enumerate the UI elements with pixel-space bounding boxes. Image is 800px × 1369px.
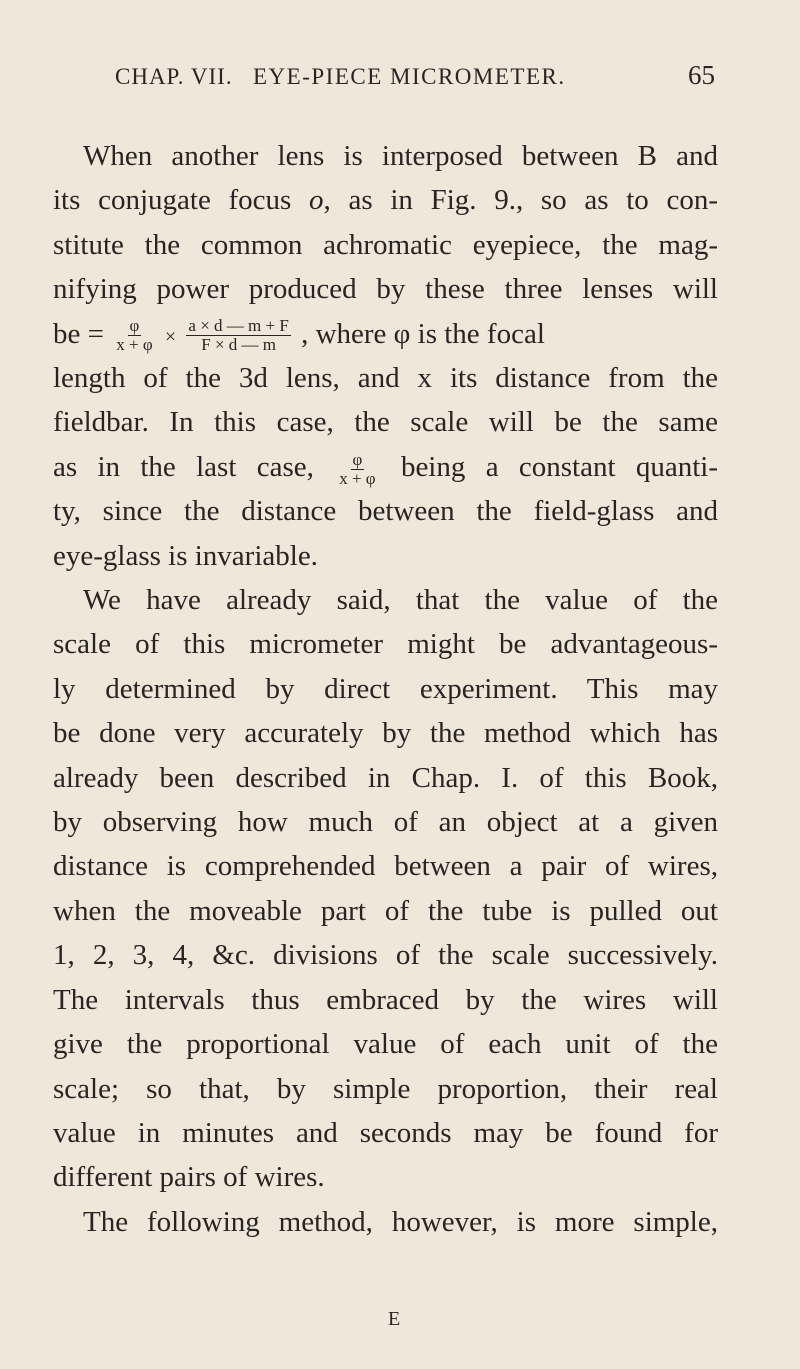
equation-line xyxy=(53,312,718,356)
chapter-label: CHAP. VII. xyxy=(115,64,233,89)
fraction-numerator: φ xyxy=(129,316,140,336)
text-span: its conjugate focus xyxy=(53,184,310,217)
text-line: The following method, however, is more simple, xyxy=(83,1205,718,1238)
text-line: by observing how much of an object at a given xyxy=(53,806,718,839)
text-line: scale of this micrometer might be advantageous- xyxy=(53,628,718,661)
signature-mark: E xyxy=(388,1308,401,1330)
text-line: 1, 2, 3, 4, &c. divisions of the scale successively. xyxy=(53,939,718,972)
eq-lhs: be = xyxy=(53,317,104,350)
text-span: as in the last case, xyxy=(53,450,314,483)
eq-trailing-text: , where φ is the focal xyxy=(301,317,545,350)
fraction-phi-over-x-plus-phi xyxy=(114,317,154,354)
text-span: being a constant quanti- xyxy=(400,450,718,483)
times-sign: × xyxy=(164,325,177,348)
text-line: be done very accurately by the method which has xyxy=(53,717,718,750)
text-line: distance is comprehended between a pair of wires, xyxy=(53,850,718,883)
text-line xyxy=(53,445,718,489)
text-line: when the moveable part of the tube is pulled out xyxy=(53,894,718,927)
text-line: eye-glass is invariable. xyxy=(53,539,318,572)
text-line: The intervals thus embraced by the wires will xyxy=(53,983,718,1016)
fraction-denominator: F × d — m xyxy=(201,335,276,355)
text-line: value in minutes and seconds may be found for xyxy=(53,1116,718,1149)
fraction-phi-over-x-plus-phi xyxy=(337,451,377,488)
running-title: EYE-PIECE MICROMETER. xyxy=(253,64,566,89)
text-line: nifying power produced by these three lenses will xyxy=(53,273,718,306)
text-line: give the proportional value of each unit of the xyxy=(53,1028,718,1061)
text-line: length of the 3d lens, and x its distance from the xyxy=(53,362,718,395)
body-text xyxy=(53,134,718,1244)
text-line: When another lens is interposed between B and xyxy=(83,140,718,172)
page-number: 65 xyxy=(688,60,715,90)
text-line: fieldbar. In this case, the scale will be the same xyxy=(53,406,718,439)
fraction-numerator: a × d — m + F xyxy=(188,316,289,336)
fraction-numerator: φ xyxy=(352,449,363,469)
text-line: scale; so that, by simple proportion, their real xyxy=(53,1072,718,1105)
text-line: ty, since the distance between the field-glass and xyxy=(53,495,718,528)
running-header xyxy=(115,56,715,96)
text-italic: o xyxy=(309,184,324,217)
text-line: different pairs of wires. xyxy=(53,1161,325,1194)
text-line xyxy=(53,178,718,222)
fraction-denominator: x + φ xyxy=(339,468,376,488)
text-line: We have already said, that the value of the xyxy=(83,584,718,617)
text-line: stitute the common achromatic eyepiece, the mag- xyxy=(53,228,718,261)
text-line: ly determined by direct experiment. This may xyxy=(53,672,718,705)
fraction-magnification xyxy=(186,317,290,354)
text-line: already been described in Chap. I. of this Book, xyxy=(53,761,718,794)
fraction-denominator: x + φ xyxy=(116,335,153,355)
text-span: , as in Fig. 9., so as to con- xyxy=(323,184,718,217)
